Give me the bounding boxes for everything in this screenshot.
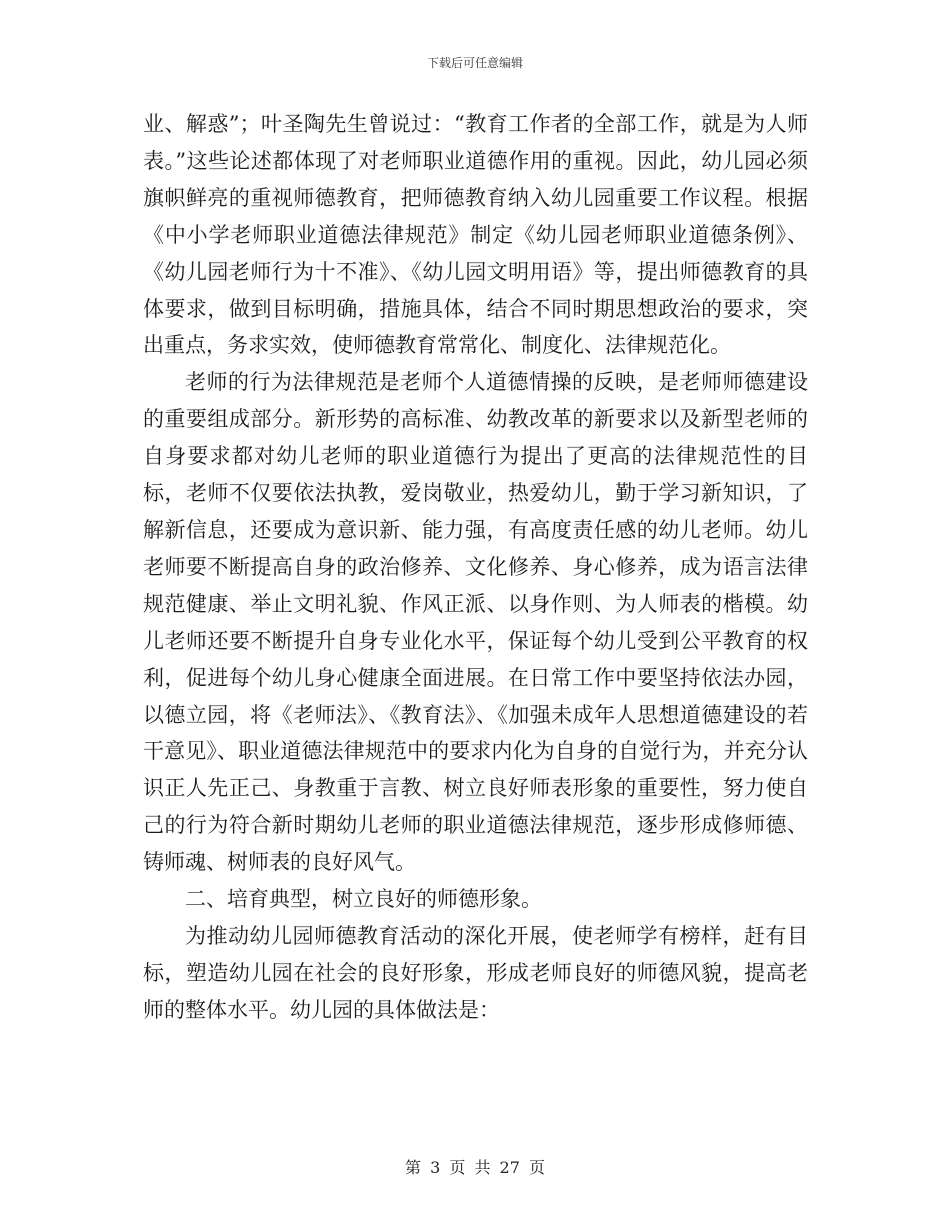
paragraph-continued: 业、解惑”；叶圣陶先生曾说过：“教育工作者的全部工作，就是为人师表。”这些论述都体现了对老师职业道德作用的重视。因此，幼儿园必须旗帜鲜亮的重视师德教育，把师德教育纳入幼儿园重要工作议程。根据《中小学老师职业道德法律规范》制定《幼儿园老师职业道德条例》、《幼儿园老师行为十不准》、《幼儿园文明用语》等，提出师德教育的具体要求，做到目标明确，措施具体，结合不同时期思想政治的要求，突出重点，务求实效，使师德教育常常化、制度化、法律规范化。 [143, 112, 808, 358]
section-heading-two: 二、培育典型，树立良好的师德形象。 [185, 887, 542, 912]
document-body [143, 106, 808, 1029]
page-number-footer: 第 3 页 共 27 页 [405, 1158, 545, 1177]
paragraph-teacher-conduct: 老师的行为法律规范是老师个人道德情操的反映，是老师师德建设的重要组成部分。新形势的高标准、幼教改革的新要求以及新型老师的自身要求都对幼儿老师的职业道德行为提出了更高的法律规范性的目标，老师不仅要依法执教，爱岗敬业，热爱幼儿，勤于学习新知识，了解新信息，还要成为意识新、能力强，有高度责任感的幼儿老师。幼儿老师要不断提高自身的政治修养、文化修养、身心修养，成为语言法律规范健康、举止文明礼貌、作风正派、以身作则、为人师表的楷模。幼儿老师还要不断提升自身专业化水平，保证每个幼儿受到公平教育的权利，促进每个幼儿身心健康全面进展。在日常工作中要坚持依法办园，以德立园，将《老师法》、《教育法》、《加强未成年人思想道德建设的若干意见》、职业道德法律规范中的要求内化为自身的自觉行为，并充分认识正人先正己、身教重于言教、树立良好师表形象的重要性，努力使自己的行为符合新时期幼儿老师的职业道德法律规范，逐步形成修师德、铸师魂、树师表的良好风气。 [143, 370, 808, 875]
page-header: 下载后可任意编辑 [426, 56, 523, 70]
paragraph-practices-intro: 为推动幼儿园师德教育活动的深化开展，使老师学有榜样，赶有目标，塑造幼儿园在社会的良好形象，形成老师良好的师德风貌，提高老师的整体水平。幼儿园的具体做法是： [143, 923, 808, 1022]
